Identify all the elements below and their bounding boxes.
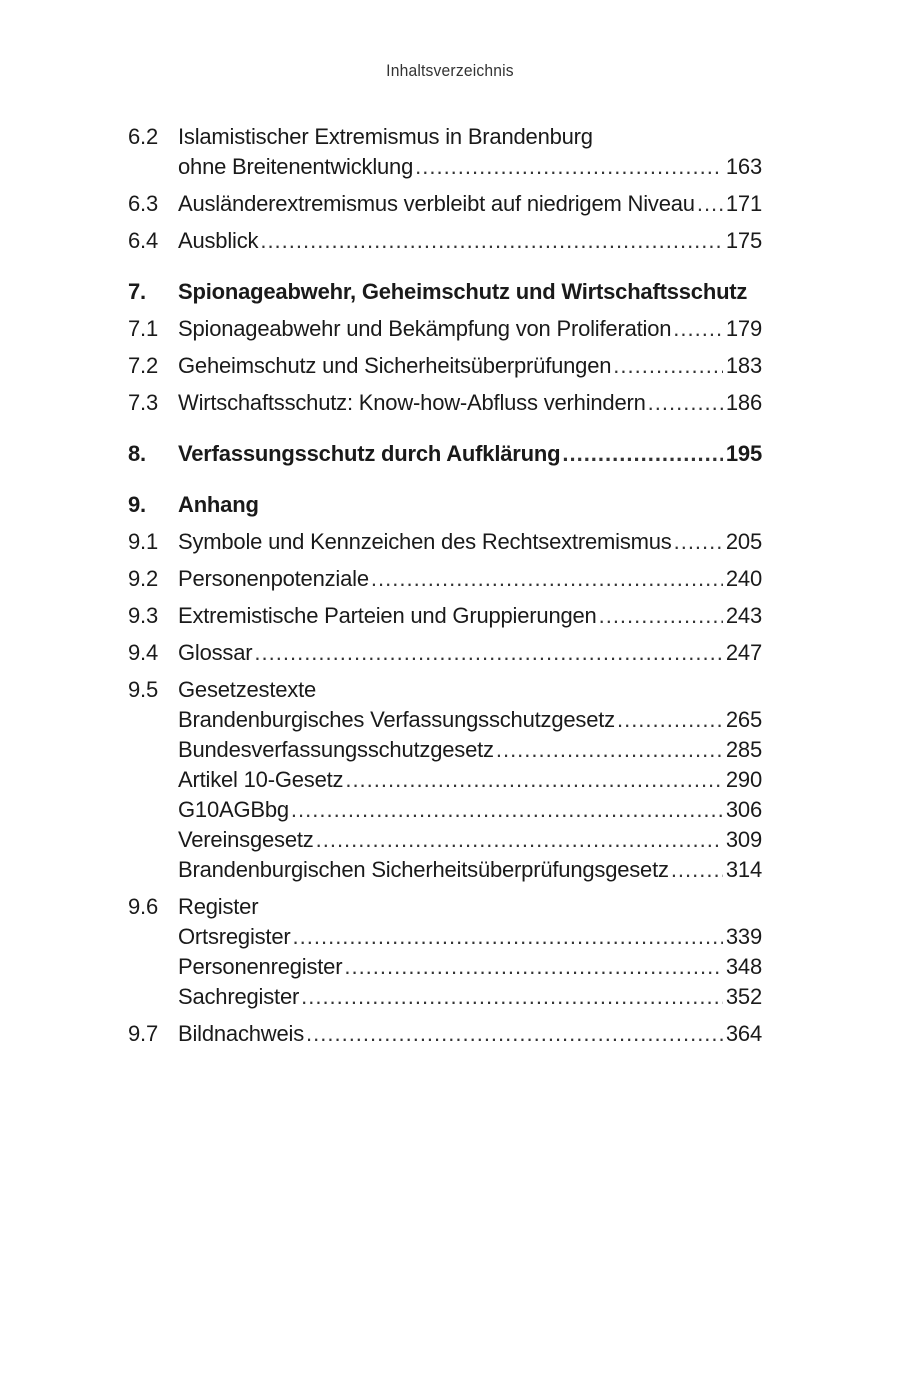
toc-entry-body xyxy=(178,439,762,469)
toc-entry xyxy=(128,601,762,631)
toc-line xyxy=(178,735,762,765)
toc-entry xyxy=(128,490,762,520)
toc-line xyxy=(178,226,762,256)
toc-entry xyxy=(128,388,762,418)
toc-entry xyxy=(128,675,762,885)
toc-line xyxy=(178,277,762,307)
toc-line xyxy=(178,705,762,735)
dot-leader xyxy=(671,855,723,885)
toc-line-title: Artikel 10-Gesetz xyxy=(178,767,344,792)
dot-leader xyxy=(697,189,723,219)
toc-entry-number: 9.6 xyxy=(128,894,158,919)
running-head: Inhaltsverzeichnis xyxy=(386,61,514,80)
toc-entry-body xyxy=(178,314,762,344)
toc-entry-number: 7.3 xyxy=(128,390,158,415)
toc-entry-body xyxy=(178,122,762,182)
dot-leader xyxy=(301,982,723,1012)
toc-entry-body xyxy=(178,277,762,307)
toc-line xyxy=(178,922,762,952)
toc-entry-body xyxy=(178,601,762,631)
toc-entry-body xyxy=(178,189,762,219)
toc-line xyxy=(178,564,762,594)
toc-entry xyxy=(128,189,762,219)
toc-line-title: ohne Breitenentwicklung xyxy=(178,154,414,179)
toc-line-title: Spionageabwehr und Bekämpfung von Proliferation xyxy=(178,316,672,341)
toc-page-number: 175 xyxy=(725,228,762,253)
toc-page-number: 348 xyxy=(725,954,762,979)
toc-entry-number: 9.5 xyxy=(128,677,158,702)
toc-line xyxy=(178,1019,762,1049)
toc-line-title: Sachregister xyxy=(178,984,300,1009)
toc-line-title: Glossar xyxy=(178,640,253,665)
toc-page-number: 285 xyxy=(725,737,762,762)
dot-leader xyxy=(306,1019,723,1049)
toc-line xyxy=(178,825,762,855)
toc-entry-number: 7.2 xyxy=(128,353,158,378)
toc-page-number: 179 xyxy=(725,316,762,341)
toc-line xyxy=(178,892,762,922)
toc-line xyxy=(178,122,762,152)
toc-page-number: 171 xyxy=(725,191,762,216)
toc-line-title: Brandenburgisches Verfassungsschutzgesetz xyxy=(178,707,615,732)
toc-page-number: 163 xyxy=(725,154,762,179)
toc-entry-number: 6.2 xyxy=(128,124,158,149)
toc-line xyxy=(178,314,762,344)
toc-entry-body xyxy=(178,1019,762,1049)
toc-line xyxy=(178,527,762,557)
toc-entry xyxy=(128,122,762,182)
toc-page-number: 205 xyxy=(725,529,762,554)
table-of-contents xyxy=(128,122,762,1049)
toc-entry xyxy=(128,226,762,256)
toc-line-title: Personenregister xyxy=(178,954,343,979)
toc-line xyxy=(178,795,762,825)
toc-page-number: 243 xyxy=(725,603,762,628)
toc-line-title: Bildnachweis xyxy=(178,1021,305,1046)
toc-line xyxy=(178,952,762,982)
toc-entry xyxy=(128,351,762,381)
toc-line xyxy=(178,855,762,885)
toc-line xyxy=(178,765,762,795)
toc-entry-number: 6.4 xyxy=(128,228,158,253)
toc-line xyxy=(178,982,762,1012)
toc-line-title: Anhang xyxy=(178,492,259,517)
toc-page-number: 290 xyxy=(725,767,762,792)
toc-page-number: 364 xyxy=(725,1021,762,1046)
toc-line xyxy=(178,490,762,520)
toc-entry-number: 7. xyxy=(128,279,146,304)
toc-entry xyxy=(128,638,762,668)
toc-line-title: Geheimschutz und Sicherheitsüberprüfungen xyxy=(178,353,612,378)
toc-page-number: 247 xyxy=(725,640,762,665)
toc-line-title: Gesetzestexte xyxy=(178,677,317,702)
dot-leader xyxy=(613,351,723,381)
dot-leader xyxy=(599,601,723,631)
toc-line-title: Verfassungsschutz durch Aufklärung xyxy=(178,441,561,466)
dot-leader xyxy=(260,226,723,256)
toc-entry-body xyxy=(178,490,762,520)
toc-entry xyxy=(128,527,762,557)
toc-line xyxy=(178,638,762,668)
toc-entry-number: 9.1 xyxy=(128,529,158,554)
dot-leader xyxy=(291,795,723,825)
dot-leader xyxy=(415,152,723,182)
toc-line-title: Ausländerextremismus verbleibt auf niedrigem Niveau xyxy=(178,191,695,216)
dot-leader xyxy=(673,314,723,344)
toc-page-number: 309 xyxy=(725,827,762,852)
toc-entry-number: 6.3 xyxy=(128,191,158,216)
toc-line xyxy=(178,439,762,469)
dot-leader xyxy=(371,564,723,594)
toc-entry xyxy=(128,1019,762,1049)
toc-page-number: 314 xyxy=(725,857,762,882)
toc-entry-body xyxy=(178,892,762,1012)
toc-line-title: Islamistischer Extremismus in Brandenburg xyxy=(178,124,593,149)
toc-line xyxy=(178,152,762,182)
toc-page-number: 240 xyxy=(725,566,762,591)
toc-entry-number: 9.2 xyxy=(128,566,158,591)
toc-entry-body xyxy=(178,351,762,381)
toc-line-title: Spionageabwehr, Geheimschutz und Wirtschaftsschutz xyxy=(178,279,748,304)
toc-entry-number: 9.3 xyxy=(128,603,158,628)
toc-entry-body xyxy=(178,564,762,594)
toc-entry-body xyxy=(178,226,762,256)
dot-leader xyxy=(496,735,723,765)
toc-line-title: Ortsregister xyxy=(178,924,291,949)
toc-line-title: G10AGBbg xyxy=(178,797,289,822)
dot-leader xyxy=(648,388,723,418)
toc-line-title: Vereinsgesetz xyxy=(178,827,314,852)
toc-entry xyxy=(128,277,762,307)
toc-page-number: 195 xyxy=(725,441,762,466)
toc-line-title: Personenpotenziale xyxy=(178,566,369,591)
toc-line-title: Register xyxy=(178,894,259,919)
toc-entry-number: 7.1 xyxy=(128,316,158,341)
toc-page-number: 306 xyxy=(725,797,762,822)
toc-entry-number: 9.4 xyxy=(128,640,158,665)
toc-entry-body xyxy=(178,527,762,557)
toc-entry xyxy=(128,564,762,594)
toc-line-title: Extremistische Parteien und Gruppierungen xyxy=(178,603,597,628)
dot-leader xyxy=(316,825,723,855)
toc-page-number: 186 xyxy=(725,390,762,415)
toc-line xyxy=(178,675,762,705)
dot-leader xyxy=(674,527,723,557)
toc-entry xyxy=(128,439,762,469)
toc-page-number: 352 xyxy=(725,984,762,1009)
toc-entry-number: 9.7 xyxy=(128,1021,158,1046)
dot-leader xyxy=(254,638,722,668)
toc-line xyxy=(178,189,762,219)
toc-line-title: Symbole und Kennzeichen des Rechtsextremismus xyxy=(178,529,672,554)
toc-line xyxy=(178,388,762,418)
toc-line-title: Ausblick xyxy=(178,228,259,253)
toc-line-title: Wirtschaftsschutz: Know-how-Abfluss verhindern xyxy=(178,390,646,415)
toc-page-number: 339 xyxy=(725,924,762,949)
dot-leader xyxy=(345,765,723,795)
toc-line-title: Brandenburgischen Sicherheitsüberprüfungsgesetz xyxy=(178,857,669,882)
toc-page-number: 183 xyxy=(725,353,762,378)
dot-leader xyxy=(562,439,723,469)
toc-line xyxy=(178,601,762,631)
dot-leader xyxy=(344,952,723,982)
toc-entry-body xyxy=(178,638,762,668)
toc-entry-body xyxy=(178,675,762,885)
dot-leader xyxy=(617,705,723,735)
toc-entry-number: 9. xyxy=(128,492,146,517)
toc-entry xyxy=(128,892,762,1012)
toc-entry-body xyxy=(178,388,762,418)
toc-page-number: 265 xyxy=(725,707,762,732)
dot-leader xyxy=(293,922,723,952)
toc-line-title: Bundesverfassungsschutzgesetz xyxy=(178,737,494,762)
toc-entry xyxy=(128,314,762,344)
toc-entry-number: 8. xyxy=(128,441,146,466)
toc-line xyxy=(178,351,762,381)
